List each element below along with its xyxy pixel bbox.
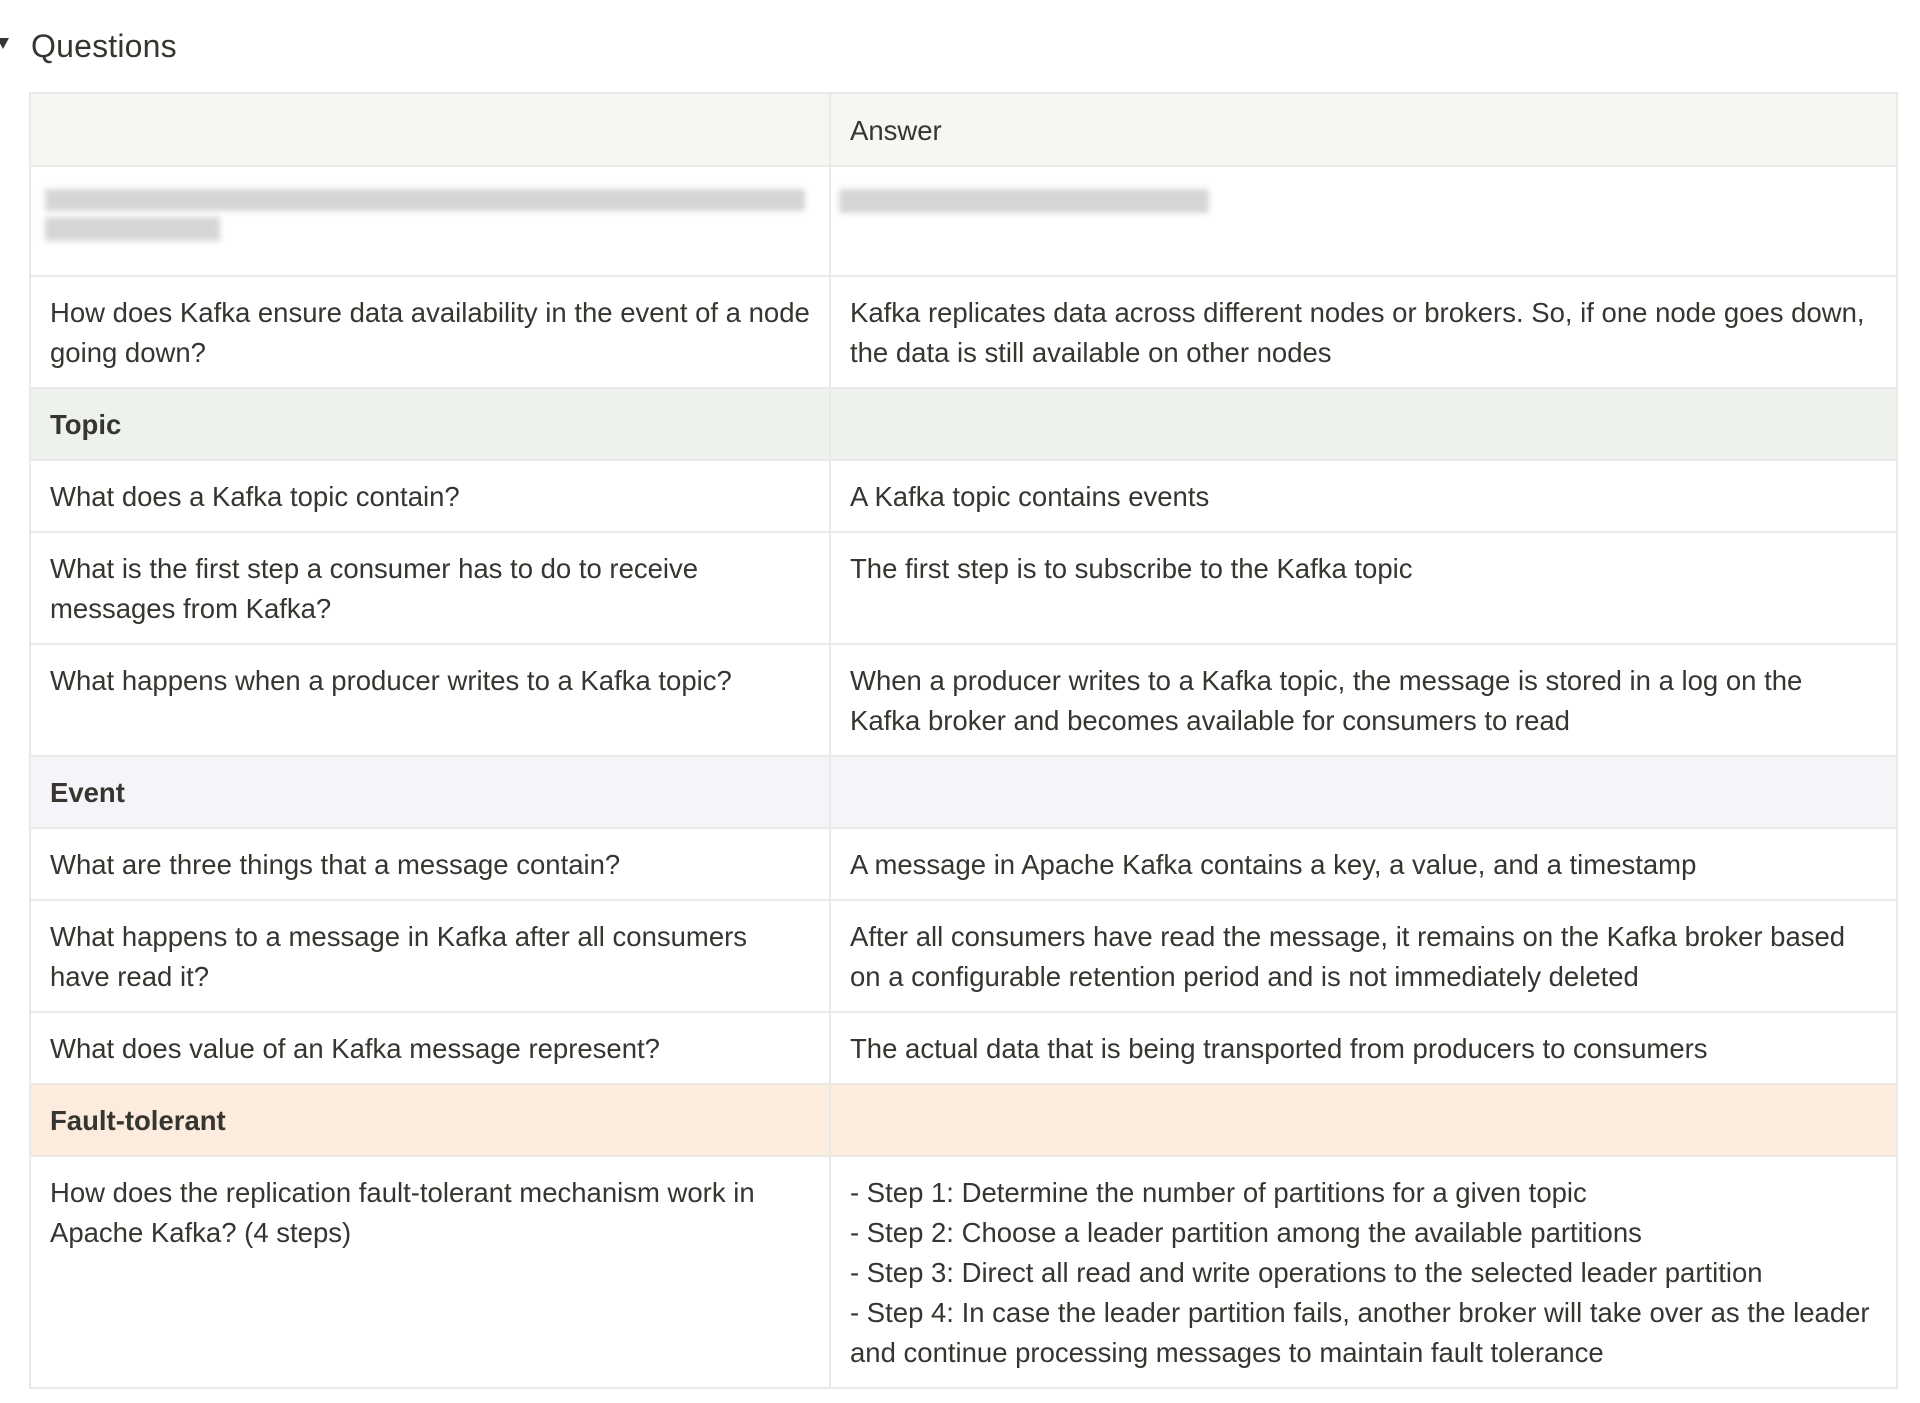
section-empty-cell[interactable]: [830, 388, 1897, 460]
question-cell[interactable]: What are three things that a message contain?: [30, 828, 830, 900]
redacted-text-block: [839, 189, 1209, 213]
section-empty-cell[interactable]: [830, 756, 1897, 828]
blurred-row: [30, 166, 1897, 276]
blurred-question-cell[interactable]: [30, 166, 830, 276]
question-cell[interactable]: How does the replication fault-tolerant mechanism work in Apache Kafka? (4 steps): [30, 1156, 830, 1388]
question-cell[interactable]: What does value of an Kafka message represent?: [30, 1012, 830, 1084]
redacted-text-block: [45, 217, 220, 241]
section-row-fault-tolerant: [30, 1084, 1897, 1156]
table-row: [30, 1012, 1897, 1084]
table-row: [30, 644, 1897, 756]
table-row: [30, 532, 1897, 644]
table-row: [30, 460, 1897, 532]
table-row: [30, 828, 1897, 900]
section-row-topic: [30, 388, 1897, 460]
section-row-event: [30, 756, 1897, 828]
blurred-answer-cell[interactable]: [830, 166, 1897, 276]
section-label[interactable]: Topic: [30, 388, 830, 460]
questions-table: [29, 92, 1896, 1389]
question-cell[interactable]: What happens to a message in Kafka after all consumers have read it?: [30, 900, 830, 1012]
answer-cell[interactable]: A Kafka topic contains events: [830, 460, 1897, 532]
section-label[interactable]: Event: [30, 756, 830, 828]
redacted-text-block: [45, 189, 805, 211]
answer-cell[interactable]: After all consumers have read the message, it remains on the Kafka broker based on a configurable retention period and is not immediately deleted: [830, 900, 1897, 1012]
table-header-row: [30, 93, 1897, 166]
header-cell-question[interactable]: [30, 93, 830, 166]
question-cell[interactable]: What is the first step a consumer has to do to receive messages from Kafka?: [30, 532, 830, 644]
question-cell[interactable]: How does Kafka ensure data availability in the event of a node going down?: [30, 276, 830, 388]
question-cell[interactable]: What does a Kafka topic contain?: [30, 460, 830, 532]
questions-toggle[interactable]: [0, 18, 177, 74]
table-row: [30, 900, 1897, 1012]
question-cell[interactable]: What happens when a producer writes to a Kafka topic?: [30, 644, 830, 756]
table-row: [30, 276, 1897, 388]
answer-cell[interactable]: The first step is to subscribe to the Kafka topic: [830, 532, 1897, 644]
header-cell-answer[interactable]: Answer: [830, 93, 1897, 166]
section-empty-cell[interactable]: [830, 1084, 1897, 1156]
triangle-down-icon[interactable]: [0, 38, 9, 49]
section-label[interactable]: Fault-tolerant: [30, 1084, 830, 1156]
answer-cell[interactable]: A message in Apache Kafka contains a key, a value, and a timestamp: [830, 828, 1897, 900]
answer-cell[interactable]: Kafka replicates data across different nodes or brokers. So, if one node goes down, the data is still available on other nodes: [830, 276, 1897, 388]
table-row: [30, 1156, 1897, 1388]
toggle-title: Questions: [31, 27, 177, 64]
answer-cell[interactable]: The actual data that is being transported from producers to consumers: [830, 1012, 1897, 1084]
answer-cell[interactable]: When a producer writes to a Kafka topic, the message is stored in a log on the Kafka broker and becomes available for consumers to read: [830, 644, 1897, 756]
answer-cell[interactable]: - Step 1: Determine the number of partitions for a given topic - Step 2: Choose a leader partition among the available partitions - Step 3: Direct all read and write operations to the selected leader partition - Step 4: In case the leader partition fails, another broker will take over as the leader and continue processing messages to maintain fault tolerance: [830, 1156, 1897, 1388]
